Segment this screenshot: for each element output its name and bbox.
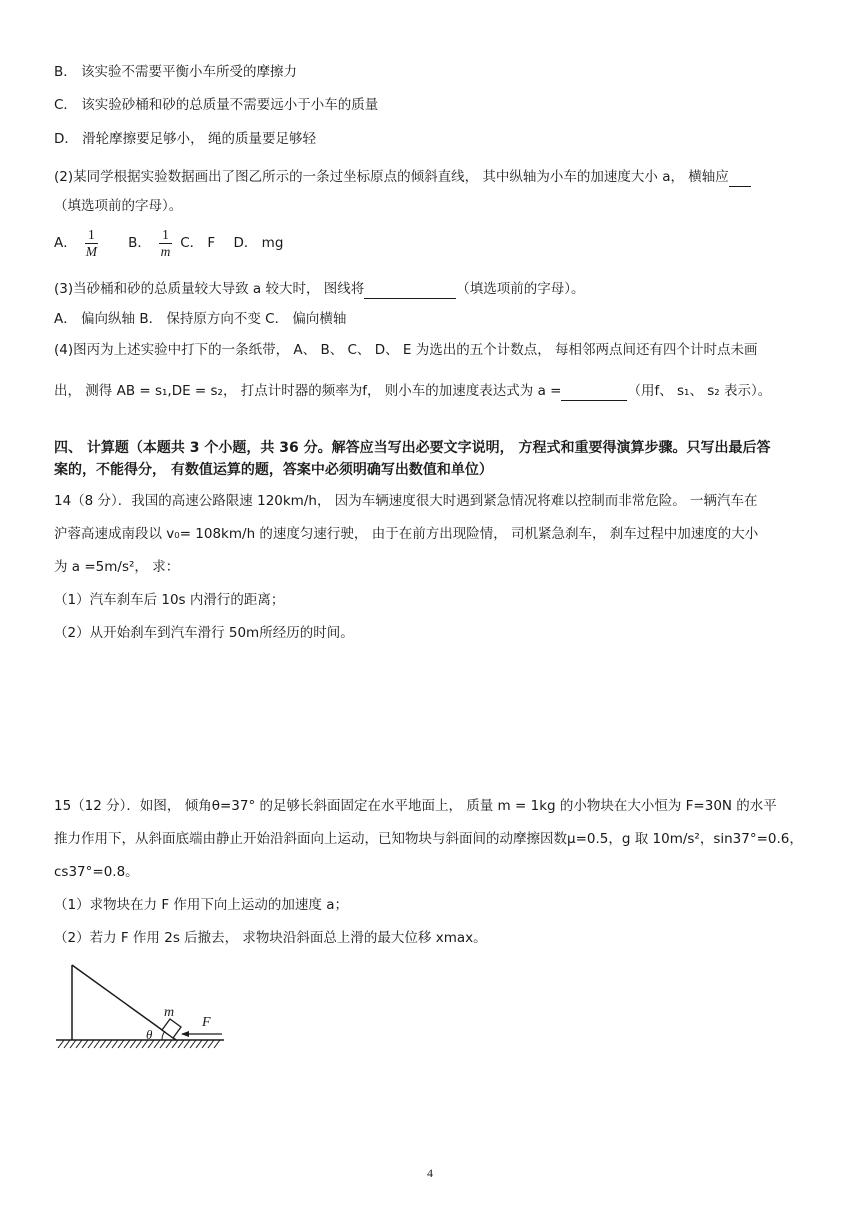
q4-text-line1: (4)图丙为上述实验中打下的一条纸带， A、 B、 C、 D、 E 为选出的五个计数点， 每相邻两点间还有四个计时点未画 <box>54 342 758 358</box>
frac-1-over-M: $\frac{1}{M}$ <box>85 226 98 259</box>
q2-text-line2: （填选项前的字母）。 <box>54 198 183 214</box>
q15-line2: 推力作用下，从斜面底端由静止开始沿斜面向上运动，已知物块与斜面间的动摩擦因数μ=0.5，g 取 10m/s²，sin37°=0.6， <box>54 831 803 847</box>
ground-hatching <box>58 1040 220 1048</box>
q15-part2: （2）若力 F 作用 2s 后撤去， 求物块沿斜面总上滑的最大位移 xmax。 <box>54 930 487 946</box>
incline-figure <box>54 960 234 1055</box>
option-b: B． 该实验不需要平衡小车所受的摩擦力 <box>54 64 298 80</box>
section-heading-line2: 案的，不能得分， 有数值运算的题，答案中必须明确写出数值和单位） <box>54 462 493 478</box>
label-f: F <box>202 1015 211 1030</box>
page-number: 4 <box>427 1166 433 1180</box>
label-m: m <box>164 1005 175 1020</box>
q14-line2: 沪蓉高速成南段以 v₀= 108km/h 的速度匀速行驶， 由于在前方出现险情， 司机紧急刹车， 刹车过程中加速度的大小 <box>54 526 759 542</box>
option-c: C． 该实验砂桶和砂的总质量不需要远小于小车的质量 <box>54 97 379 113</box>
q15-line3: cs37°=0.8。 <box>54 864 139 880</box>
incline-slope <box>72 965 176 1040</box>
q4-text-line2: 出， 测得 AB = s₁,DE = s₂， 打点计时器的频率为f， 则小车的加速度表达式为 a = （用f、 s₁、 s₂ 表示）。 <box>54 383 772 399</box>
angle-arc <box>162 1031 165 1040</box>
force-arrowhead <box>181 1031 189 1037</box>
q15-part1: （1）求物块在力 F 作用下向上运动的加速度 a； <box>54 897 349 913</box>
q14-part2: （2）从开始刹车到汽车滑行 50m所经历的时间。 <box>54 625 354 641</box>
q14-line3: 为 a =5m/s²， 求： <box>54 559 180 575</box>
block <box>162 1019 181 1038</box>
q14-part1: （1）汽车刹车后 10s 内滑行的距离； <box>54 592 285 608</box>
q2-text-line1: (2)某同学根据实验数据画出了图乙所示的一条过坐标原点的倾斜直线， 其中纵轴为小车的加速度大小 a， 横轴应 <box>54 167 820 187</box>
option-d: D． 滑轮摩擦要足够小， 绳的质量要足够轻 <box>54 131 316 147</box>
q14-line1: 14（8 分）．我国的高速公路限速 120km/h， 因为车辆速度很大时遇到紧急情况将难以控制而非常危险。 一辆汽车在 <box>54 493 758 509</box>
frac-1-over-m: $\frac{1}{m}$ <box>160 226 171 259</box>
label-theta: θ <box>146 1027 153 1042</box>
q3-text: (3)当砂桶和砂的总质量较大导致 a 较大时， 图线将 （填选项前的字母）。 <box>54 281 585 297</box>
q2-options: A． $\frac{1}{M}$ B． $\frac{1}{m}$ C． F D． mg <box>54 226 284 259</box>
q15-line1: 15（12 分）．如图， 倾角θ=37° 的足够长斜面固定在水平地面上， 质量 m = 1kg 的小物块在大小恒为 F=30N 的水平 <box>54 798 777 814</box>
section-heading-line1: 四、 计算题（本题共 3 个小题，共 36 分。解答应当写出必要文字说明， 方程式和重要得演算步骤。只写出最后答 <box>54 440 771 456</box>
q3-options: A． 偏向纵轴 B． 保持原方向不变 C． 偏向横轴 <box>54 311 347 327</box>
